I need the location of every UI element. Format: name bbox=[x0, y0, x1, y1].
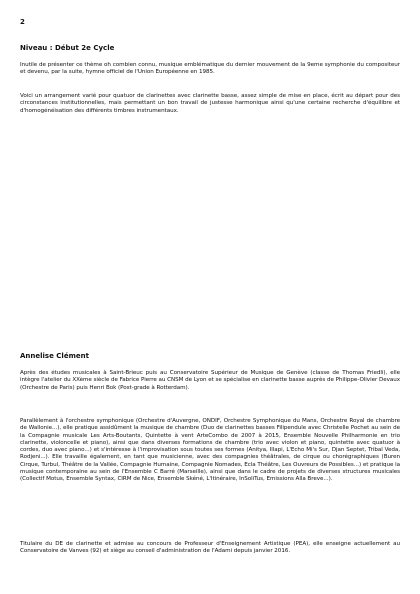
author-bio-paragraph-3: Titulaire du DE de clarinette et admise au concours de Professeur d'Enseignement Artistique (PEA), elle enseigne actuellement au Conservatoire de Vanves (92) et siège au conseil d'administration de l'Adami depuis janvier 2016. bbox=[20, 541, 400, 555]
level-heading: Niveau : Début 2e Cycle bbox=[20, 44, 115, 52]
page-number: 2 bbox=[20, 18, 25, 26]
intro-paragraph: Inutile de présenter ce thème oh combien connu, musique emblématique du dernier mouvement de la 9eme symphonie du compositeur et devenu, par la suite, hymne officiel de l'Union Européenne en 1985. bbox=[20, 62, 400, 76]
author-bio-paragraph-1: Après des études musicales à Saint-Brieuc puis au Conservatoire Supérieur de Musique de Genève (classe de Thomas Friedli), elle intègre l'atelier du XXème siècle de Fabrice Pierre au CNSM de Lyon et se spécialise en clarinette basse auprès de Philippe-Olivier Devaux (Orchestre de Paris) puis Henri Bok (Post-grade à Rotterdam). bbox=[20, 370, 400, 391]
author-name-heading: Annelise Clément bbox=[20, 352, 89, 360]
arrangement-paragraph: Voici un arrangement varié pour quatuor de clarinettes avec clarinette basse, assez simple de mise en place, écrit au départ pour des circonstances institutionnelles, mais permettant un bon travail de justesse harmonique ainsi qu'une certaine recherche d'équilibre et d'homogénéisation des différents timbres instrumentaux. bbox=[20, 93, 400, 114]
author-bio-paragraph-2: Parallèlement à l'orchestre symphonique (Orchestre d'Auvergne, ONDIF, Orchestre Symphonique du Mans, Orchestre Royal de chambre de Wallonie...), elle pratique assidûment la musique de chambre (Duo de clarinettes basses Filipendule avec Christelle Pochet au sein de la Compagnie musicale Les Arts-Boutants, Quintette à vent ArteCombo de 2007 à 2015, Ensemble Nouvelle Philharmonie en trio clarinette, violoncelle et piano), ainsi que dans diverses formations de chambre (trio avec violon et piano, quintette avec quatuor à cordes, duo avec piano...) et s'intéresse à l'improvisation sous toutes ses formes (Anitya, Illapi, L'Echo Mi's Sur, Djan Septet, Tribal Veda, Rodjeni...). Elle travaille également, en tant que musicienne, avec des compagnies théâtrales, de cirque ou chorégraphiques (Buren Cirque, Turbul, Théâtre de la Vallée, Compagnie Humaine, Compagnie Nomades, Ecla Théâtre, Les Ouvreurs de Possibles...) et pratique la musique contemporaine au sein de l'Ensemble C Barré (Marseille), ainsi que dans le cadre de projets de diverses structures musicales (Collectif Motus, Ensemble Syntax, CIRM de Nice, Ensemble Skéné, L'Itinéraire, InSoliTus, Emissions Alla Breve...). bbox=[20, 418, 400, 483]
